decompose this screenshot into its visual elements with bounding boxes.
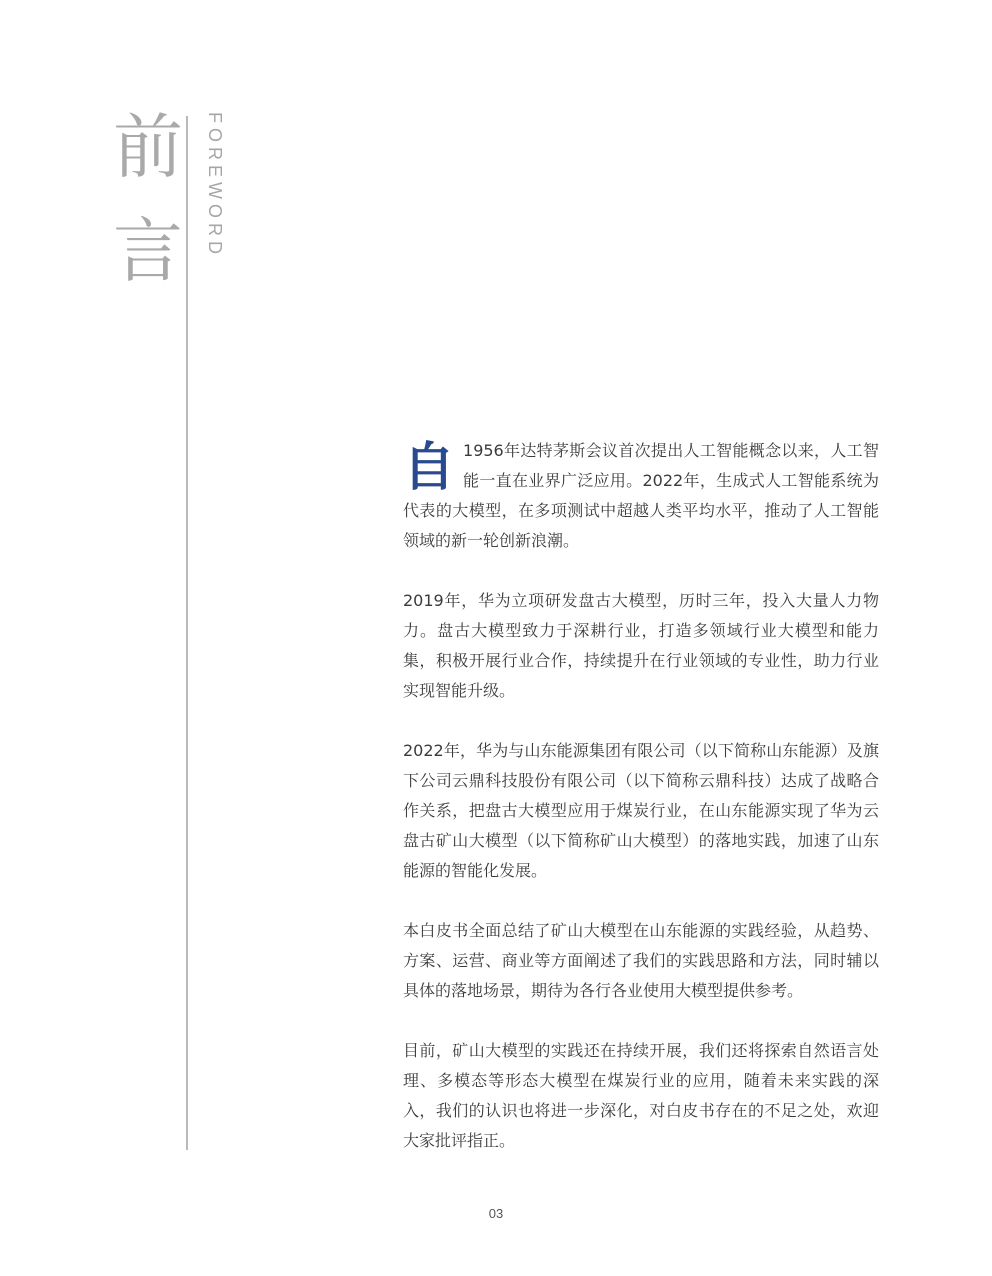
paragraph-4: 本白皮书全面总结了矿山大模型在山东能源的实践经验，从趋势、方案、运营、商业等方面阐述了我们的实践思路和方法，同时辅以具体的落地场景，期待为各行各业使用大模型提供参考。 (403, 921, 879, 1000)
page-title-char-2: 言 (113, 210, 183, 292)
paragraph-1-text: 1956年达特茅斯会议首次提出人工智能概念以来，人工智能一直在业界广泛应用。2022年，生成式人工智能系统为代表的大模型，在多项测试中超越人类平均水平，推动了人工智能领域的新一轮创新浪潮。 (403, 441, 879, 550)
foreword-body (403, 436, 879, 1186)
paragraph-5: 目前，矿山大模型的实践还在持续开展，我们还将探索自然语言处理、多模态等形态大模型在煤炭行业的应用，随着未来实践的深入，我们的认识也将进一步深化，对白皮书存在的不足之处，欢迎大家批评指正。 (403, 1041, 879, 1150)
paragraph-3: 2022年，华为与山东能源集团有限公司（以下简称山东能源）及旗下公司云鼎科技股份有限公司（以下简称云鼎科技）达成了战略合作关系，把盘古大模型应用于煤炭行业，在山东能源实现了华为云盘古矿山大模型（以下简称矿山大模型）的落地实践，加速了山东能源的智能化发展。 (403, 741, 879, 880)
drop-cap: 自 (403, 438, 456, 498)
vertical-divider (186, 116, 188, 1150)
paragraph-2: 2019年，华为立项研发盘古大模型，历时三年，投入大量人力物力。盘古大模型致力于深耕行业，打造多领域行业大模型和能力集，积极开展行业合作，持续提升在行业领域的专业性，助力行业实现智能升级。 (403, 591, 879, 700)
page-number: 03 (488, 1206, 504, 1221)
page-title-char-1: 前 (113, 106, 183, 188)
foreword-subtitle: FOREWORD (205, 112, 225, 259)
paragraph-1 (403, 436, 879, 556)
